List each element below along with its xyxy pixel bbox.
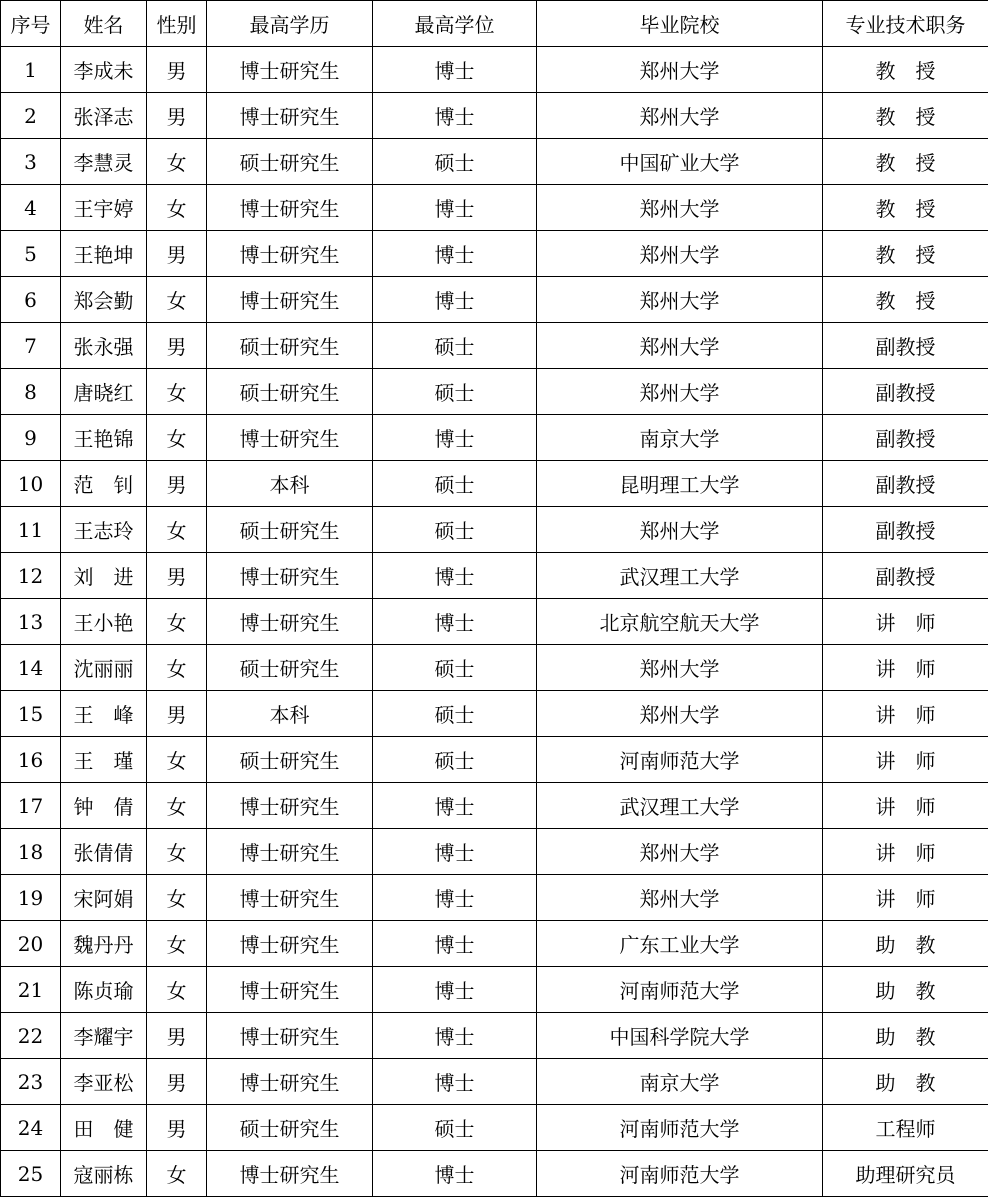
table-row [1, 369, 988, 415]
cell-title: 副教授 [823, 415, 988, 461]
cell-school: 郑州大学 [537, 507, 823, 553]
cell-gender: 女 [147, 875, 207, 921]
cell-gender: 男 [147, 461, 207, 507]
cell-serial: 4 [1, 185, 61, 231]
table-row [1, 185, 988, 231]
cell-name: 王艳锦 [61, 415, 147, 461]
cell-serial: 5 [1, 231, 61, 277]
cell-gender: 男 [147, 1105, 207, 1151]
header-title: 专业技术职务 [823, 1, 988, 47]
cell-degree: 博士 [373, 1013, 537, 1059]
table-row [1, 967, 988, 1013]
cell-gender: 女 [147, 967, 207, 1013]
cell-gender: 男 [147, 323, 207, 369]
table-row [1, 829, 988, 875]
cell-school: 河南师范大学 [537, 1105, 823, 1151]
cell-education: 博士研究生 [207, 783, 373, 829]
cell-serial: 19 [1, 875, 61, 921]
cell-school: 昆明理工大学 [537, 461, 823, 507]
cell-degree: 博士 [373, 1151, 537, 1197]
cell-title: 助 教 [823, 1013, 988, 1059]
cell-education: 博士研究生 [207, 875, 373, 921]
cell-name: 宋阿娟 [61, 875, 147, 921]
cell-school: 广东工业大学 [537, 921, 823, 967]
cell-degree: 博士 [373, 47, 537, 93]
cell-school: 郑州大学 [537, 323, 823, 369]
cell-serial: 8 [1, 369, 61, 415]
cell-title: 教 授 [823, 47, 988, 93]
table-row [1, 139, 988, 185]
cell-degree: 博士 [373, 277, 537, 323]
cell-degree: 硕士 [373, 1105, 537, 1151]
cell-education: 博士研究生 [207, 967, 373, 1013]
cell-education: 博士研究生 [207, 415, 373, 461]
cell-gender: 男 [147, 1013, 207, 1059]
cell-serial: 15 [1, 691, 61, 737]
cell-degree: 博士 [373, 875, 537, 921]
cell-degree: 博士 [373, 967, 537, 1013]
cell-serial: 2 [1, 93, 61, 139]
cell-title: 讲 师 [823, 737, 988, 783]
cell-gender: 女 [147, 139, 207, 185]
cell-education: 博士研究生 [207, 47, 373, 93]
table-row [1, 415, 988, 461]
cell-gender: 男 [147, 93, 207, 139]
cell-name: 寇丽栋 [61, 1151, 147, 1197]
cell-gender: 女 [147, 185, 207, 231]
cell-title: 助 教 [823, 1059, 988, 1105]
cell-degree: 博士 [373, 553, 537, 599]
cell-school: 中国矿业大学 [537, 139, 823, 185]
cell-title: 教 授 [823, 93, 988, 139]
table-row [1, 323, 988, 369]
cell-school: 郑州大学 [537, 691, 823, 737]
cell-serial: 6 [1, 277, 61, 323]
cell-school: 郑州大学 [537, 231, 823, 277]
cell-name: 李慧灵 [61, 139, 147, 185]
cell-gender: 女 [147, 415, 207, 461]
cell-name: 王宇婷 [61, 185, 147, 231]
cell-title: 教 授 [823, 185, 988, 231]
cell-education: 博士研究生 [207, 553, 373, 599]
cell-school: 郑州大学 [537, 185, 823, 231]
cell-degree: 博士 [373, 1059, 537, 1105]
cell-name: 魏丹丹 [61, 921, 147, 967]
cell-serial: 9 [1, 415, 61, 461]
cell-degree: 硕士 [373, 507, 537, 553]
cell-serial: 17 [1, 783, 61, 829]
cell-name: 王 瑾 [61, 737, 147, 783]
cell-serial: 18 [1, 829, 61, 875]
cell-title: 助 教 [823, 967, 988, 1013]
cell-title: 讲 师 [823, 829, 988, 875]
cell-serial: 22 [1, 1013, 61, 1059]
cell-education: 本科 [207, 691, 373, 737]
cell-name: 沈丽丽 [61, 645, 147, 691]
header-serial: 序号 [1, 1, 61, 47]
cell-serial: 14 [1, 645, 61, 691]
header-education: 最高学历 [207, 1, 373, 47]
cell-serial: 13 [1, 599, 61, 645]
table-row [1, 231, 988, 277]
table-row [1, 737, 988, 783]
cell-name: 陈贞瑜 [61, 967, 147, 1013]
cell-school: 郑州大学 [537, 875, 823, 921]
cell-serial: 16 [1, 737, 61, 783]
cell-name: 田 健 [61, 1105, 147, 1151]
cell-school: 郑州大学 [537, 369, 823, 415]
cell-education: 硕士研究生 [207, 737, 373, 783]
cell-degree: 博士 [373, 185, 537, 231]
table-row [1, 277, 988, 323]
cell-name: 张永强 [61, 323, 147, 369]
cell-education: 博士研究生 [207, 1151, 373, 1197]
cell-degree: 硕士 [373, 323, 537, 369]
cell-education: 博士研究生 [207, 829, 373, 875]
cell-title: 副教授 [823, 369, 988, 415]
cell-degree: 博士 [373, 921, 537, 967]
cell-gender: 女 [147, 277, 207, 323]
cell-gender: 女 [147, 783, 207, 829]
table-row [1, 645, 988, 691]
cell-gender: 女 [147, 369, 207, 415]
table-row [1, 1013, 988, 1059]
cell-degree: 硕士 [373, 737, 537, 783]
cell-serial: 1 [1, 47, 61, 93]
cell-name: 王志玲 [61, 507, 147, 553]
cell-serial: 3 [1, 139, 61, 185]
cell-name: 王 峰 [61, 691, 147, 737]
cell-education: 硕士研究生 [207, 507, 373, 553]
cell-school: 河南师范大学 [537, 1151, 823, 1197]
cell-name: 李成未 [61, 47, 147, 93]
header-school: 毕业院校 [537, 1, 823, 47]
cell-degree: 博士 [373, 93, 537, 139]
cell-name: 王小艳 [61, 599, 147, 645]
table-row [1, 783, 988, 829]
cell-degree: 博士 [373, 829, 537, 875]
table-row [1, 691, 988, 737]
cell-gender: 女 [147, 645, 207, 691]
cell-title: 副教授 [823, 553, 988, 599]
cell-gender: 女 [147, 1151, 207, 1197]
cell-serial: 10 [1, 461, 61, 507]
cell-title: 副教授 [823, 323, 988, 369]
cell-education: 本科 [207, 461, 373, 507]
table-row [1, 507, 988, 553]
cell-name: 钟 倩 [61, 783, 147, 829]
table-row [1, 1105, 988, 1151]
cell-education: 博士研究生 [207, 277, 373, 323]
cell-school: 武汉理工大学 [537, 783, 823, 829]
cell-title: 讲 师 [823, 599, 988, 645]
cell-title: 讲 师 [823, 875, 988, 921]
cell-gender: 女 [147, 507, 207, 553]
cell-serial: 25 [1, 1151, 61, 1197]
cell-school: 郑州大学 [537, 829, 823, 875]
cell-title: 副教授 [823, 507, 988, 553]
table-row [1, 875, 988, 921]
cell-degree: 硕士 [373, 369, 537, 415]
cell-school: 郑州大学 [537, 47, 823, 93]
cell-education: 博士研究生 [207, 185, 373, 231]
cell-school: 南京大学 [537, 415, 823, 461]
cell-name: 李亚松 [61, 1059, 147, 1105]
cell-gender: 女 [147, 737, 207, 783]
cell-name: 张泽志 [61, 93, 147, 139]
cell-title: 讲 师 [823, 645, 988, 691]
table-body [1, 47, 988, 1197]
cell-school: 南京大学 [537, 1059, 823, 1105]
cell-degree: 博士 [373, 783, 537, 829]
header-degree: 最高学位 [373, 1, 537, 47]
cell-degree: 博士 [373, 415, 537, 461]
cell-school: 武汉理工大学 [537, 553, 823, 599]
cell-title: 工程师 [823, 1105, 988, 1151]
cell-serial: 11 [1, 507, 61, 553]
cell-serial: 24 [1, 1105, 61, 1151]
cell-name: 郑会勤 [61, 277, 147, 323]
cell-name: 王艳坤 [61, 231, 147, 277]
cell-school: 郑州大学 [537, 93, 823, 139]
table-row [1, 553, 988, 599]
cell-gender: 女 [147, 599, 207, 645]
cell-school: 中国科学院大学 [537, 1013, 823, 1059]
cell-degree: 硕士 [373, 461, 537, 507]
cell-title: 教 授 [823, 139, 988, 185]
cell-school: 郑州大学 [537, 645, 823, 691]
cell-title: 讲 师 [823, 783, 988, 829]
cell-gender: 男 [147, 1059, 207, 1105]
cell-education: 硕士研究生 [207, 369, 373, 415]
cell-title: 助理研究员 [823, 1151, 988, 1197]
cell-gender: 男 [147, 691, 207, 737]
cell-title: 助 教 [823, 921, 988, 967]
cell-name: 范 钊 [61, 461, 147, 507]
cell-degree: 硕士 [373, 139, 537, 185]
cell-school: 河南师范大学 [537, 967, 823, 1013]
cell-education: 博士研究生 [207, 921, 373, 967]
cell-gender: 男 [147, 231, 207, 277]
cell-education: 博士研究生 [207, 1059, 373, 1105]
cell-name: 唐晓红 [61, 369, 147, 415]
header-gender: 性别 [147, 1, 207, 47]
cell-education: 博士研究生 [207, 599, 373, 645]
cell-education: 博士研究生 [207, 231, 373, 277]
cell-degree: 博士 [373, 599, 537, 645]
table-row [1, 1059, 988, 1105]
cell-serial: 21 [1, 967, 61, 1013]
cell-name: 李耀宇 [61, 1013, 147, 1059]
cell-gender: 男 [147, 47, 207, 93]
cell-education: 硕士研究生 [207, 139, 373, 185]
table-row [1, 93, 988, 139]
cell-name: 刘 进 [61, 553, 147, 599]
cell-education: 硕士研究生 [207, 645, 373, 691]
cell-gender: 女 [147, 921, 207, 967]
cell-education: 硕士研究生 [207, 1105, 373, 1151]
table-row [1, 921, 988, 967]
cell-school: 北京航空航天大学 [537, 599, 823, 645]
cell-title: 教 授 [823, 277, 988, 323]
cell-degree: 博士 [373, 231, 537, 277]
cell-title: 教 授 [823, 231, 988, 277]
cell-title: 讲 师 [823, 691, 988, 737]
cell-education: 博士研究生 [207, 93, 373, 139]
cell-title: 副教授 [823, 461, 988, 507]
table-row [1, 599, 988, 645]
cell-education: 硕士研究生 [207, 323, 373, 369]
cell-degree: 硕士 [373, 691, 537, 737]
cell-school: 河南师范大学 [537, 737, 823, 783]
cell-serial: 7 [1, 323, 61, 369]
cell-name: 张倩倩 [61, 829, 147, 875]
table-header-row [1, 1, 988, 47]
cell-serial: 12 [1, 553, 61, 599]
cell-gender: 男 [147, 553, 207, 599]
cell-serial: 23 [1, 1059, 61, 1105]
table-row [1, 47, 988, 93]
cell-degree: 硕士 [373, 645, 537, 691]
cell-education: 博士研究生 [207, 1013, 373, 1059]
cell-serial: 20 [1, 921, 61, 967]
cell-gender: 女 [147, 829, 207, 875]
header-name: 姓名 [61, 1, 147, 47]
cell-school: 郑州大学 [537, 277, 823, 323]
table-row [1, 1151, 988, 1197]
table-row [1, 461, 988, 507]
